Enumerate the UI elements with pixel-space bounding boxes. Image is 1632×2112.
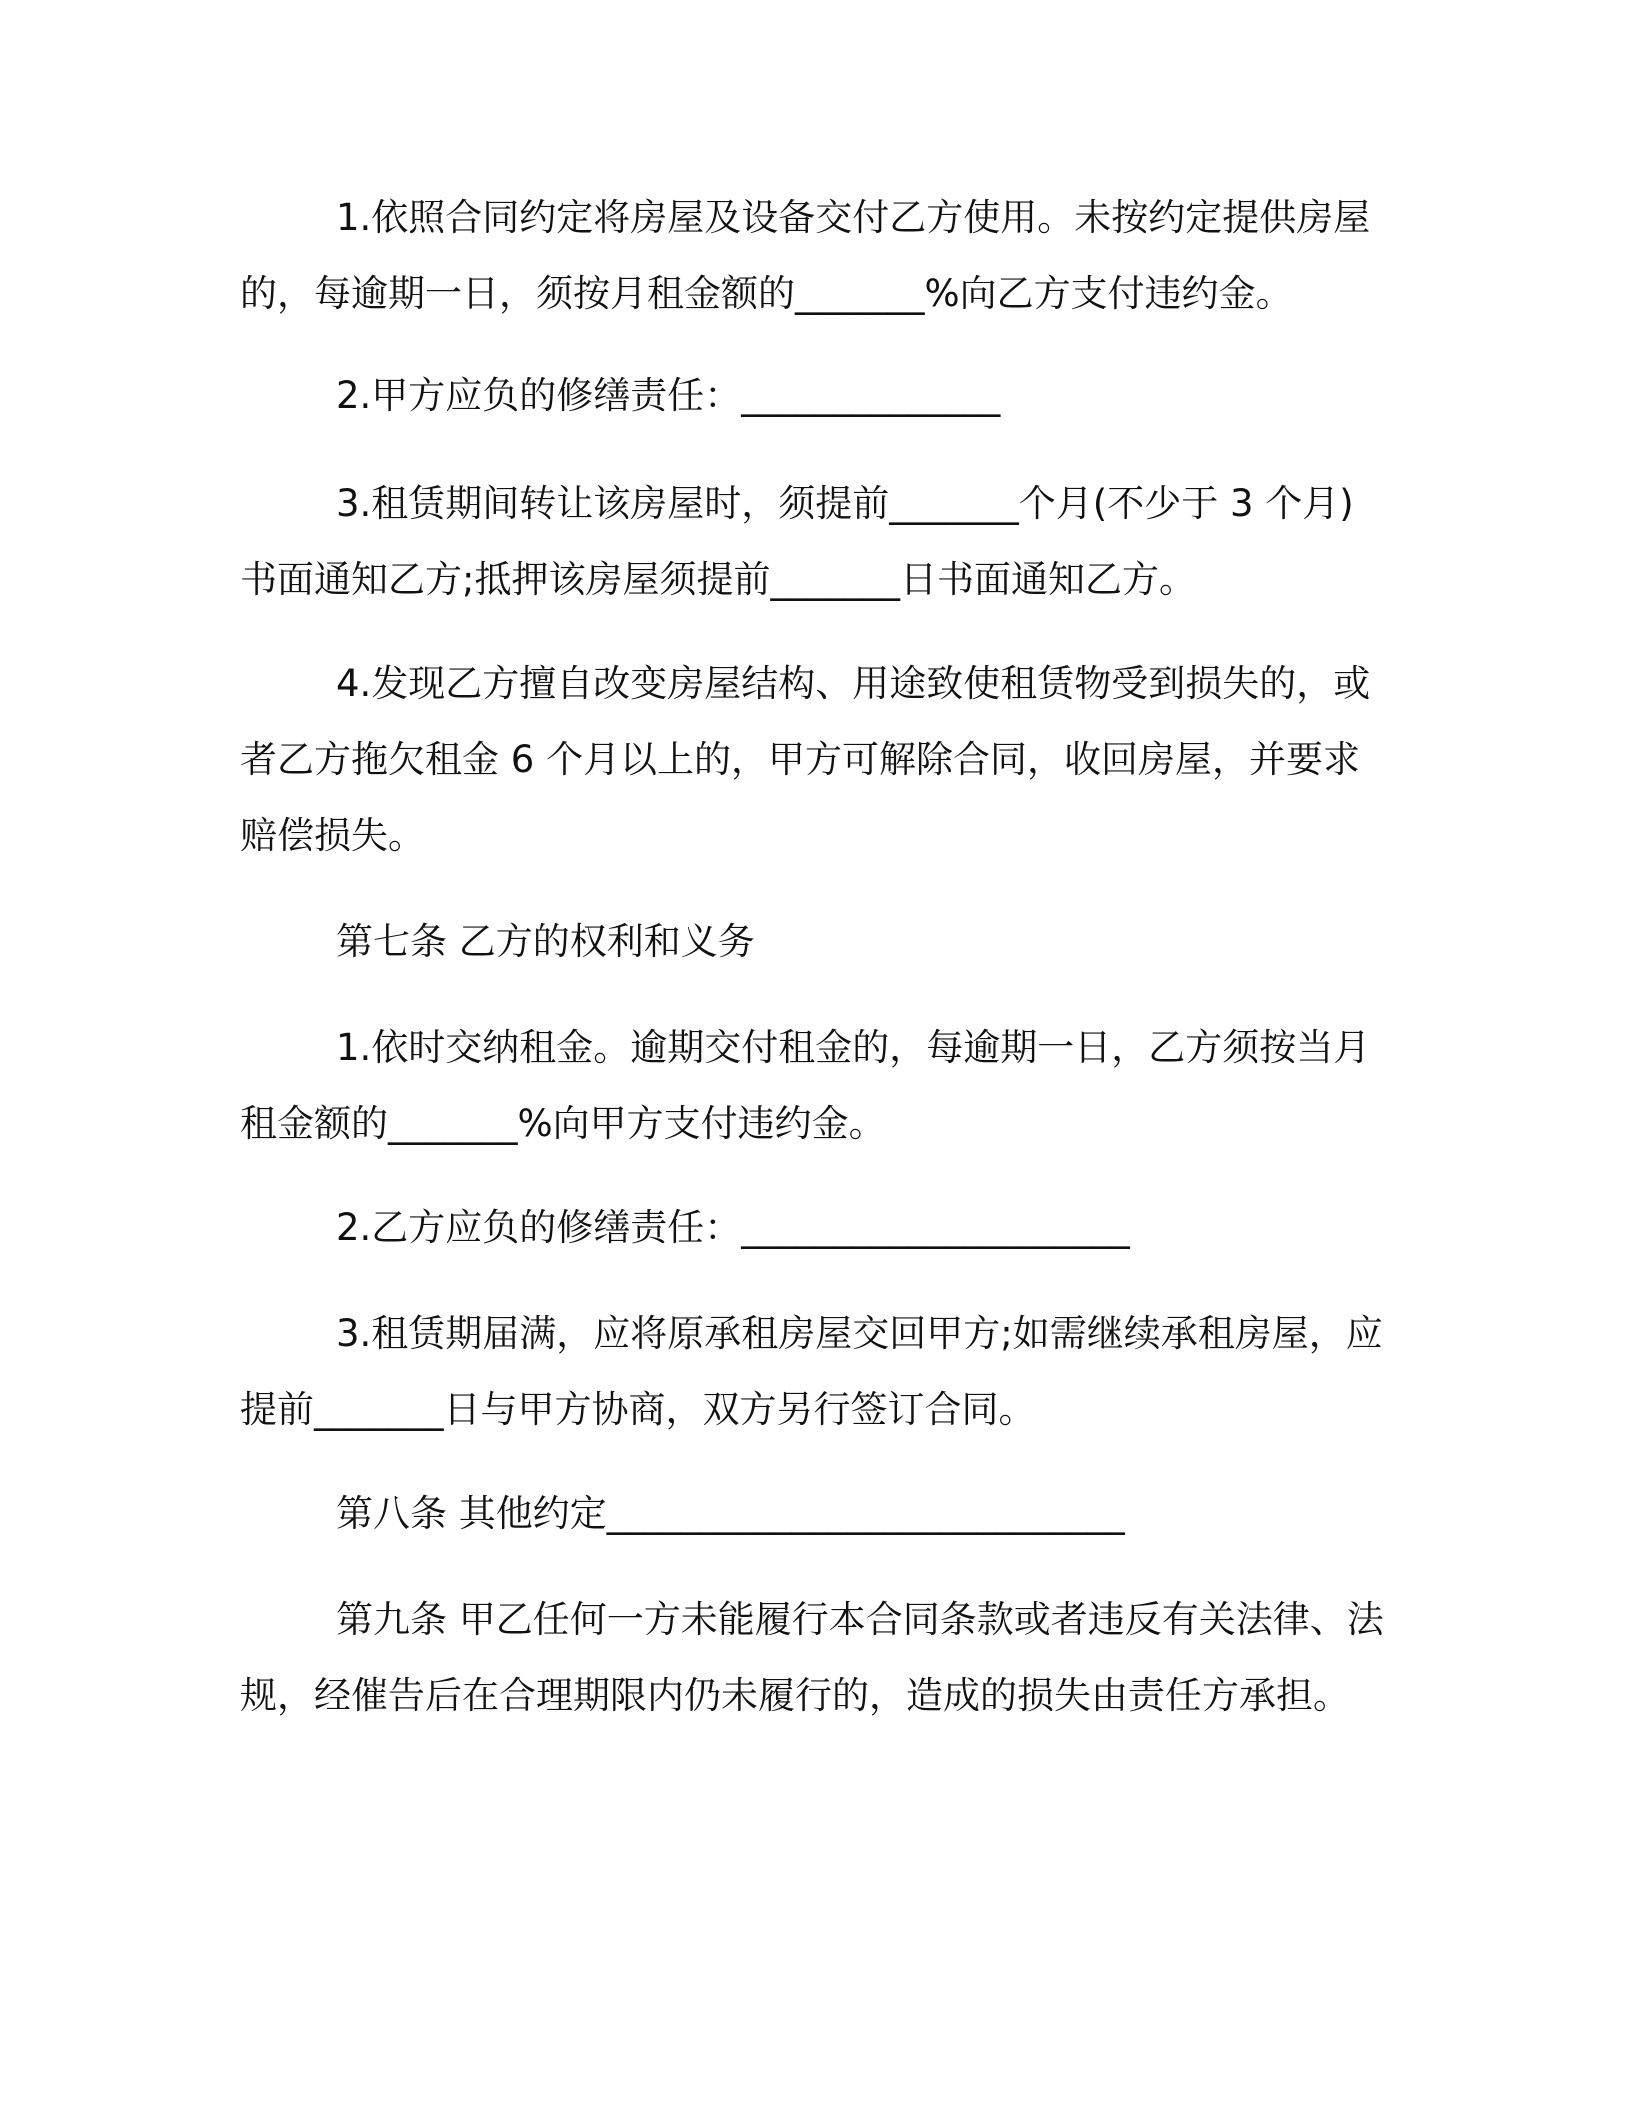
article-7-heading: 第七条 乙方的权利和义务 xyxy=(336,920,755,963)
article-8-other-terms: 第八条 其他约定____________________________ xyxy=(336,1492,1125,1535)
tenant-obligation-2-repair: 2.乙方应负的修缮责任：_____________________ xyxy=(336,1206,1130,1249)
tenant-obligation-1-rent: 1.依时交纳租金。逾期交付租金的，每逾期一日，乙方须按当月租金额的_______%向甲方支付违约金。 xyxy=(240,1026,1371,1145)
landlord-obligation-4-termination: 4.发现乙方擅自改变房屋结构、用途致使租赁物受到损失的，或者乙方拖欠租金 6 个月以上的，甲方可解除合同，收回房屋，并要求赔偿损失。 xyxy=(240,662,1371,857)
tenant-obligation-3-expiry: 3.租赁期届满，应将原承租房屋交回甲方;如需继续承租房屋，应提前_______日与甲方协商，双方另行签订合同。 xyxy=(240,1312,1383,1431)
landlord-obligation-2-repair: 2.甲方应负的修缮责任：______________ xyxy=(336,374,1001,417)
article-9-breach-liability: 第九条 甲乙任何一方未能履行本合同条款或者违反有关法律、法规，经催告后在合理期限内仍未履行的，造成的损失由责任方承担。 xyxy=(240,1598,1384,1717)
landlord-obligation-1-delivery: 1.依照合同约定将房屋及设备交付乙方使用。未按约定提供房屋的，每逾期一日，须按月租金额的_______%向乙方支付违约金。 xyxy=(240,196,1371,315)
landlord-obligation-3-transfer: 3.租赁期间转让该房屋时，须提前_______个月(不少于 3 个月)书面通知乙方;抵押该房屋须提前_______日书面通知乙方。 xyxy=(240,482,1354,601)
